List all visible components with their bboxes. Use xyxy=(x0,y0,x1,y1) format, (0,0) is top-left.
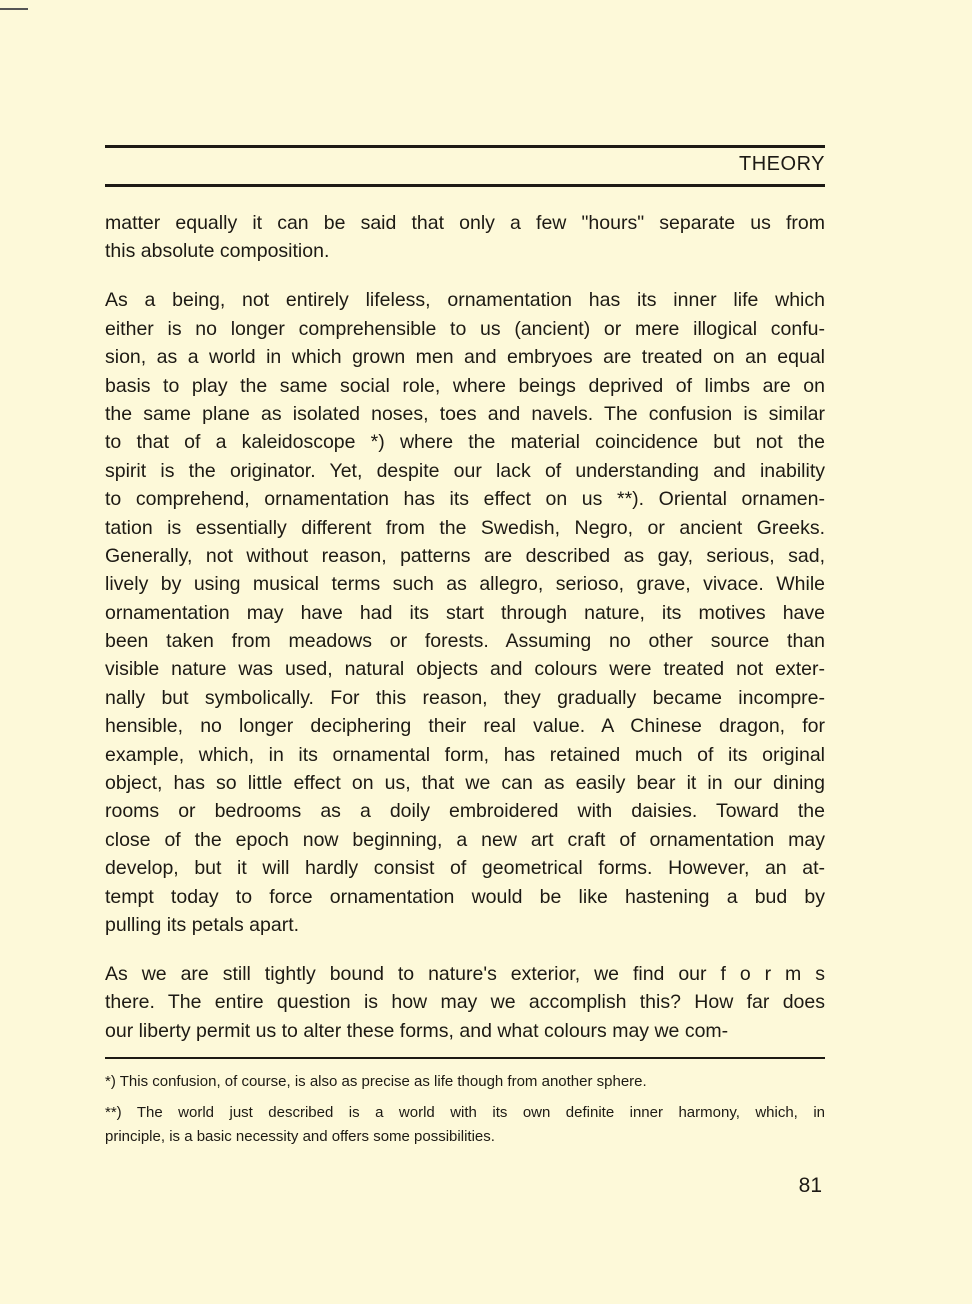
text-line: basis to play the same social role, where beings deprived of limbs are on xyxy=(105,374,825,397)
footnote xyxy=(105,1101,825,1149)
text-line: lively by using musical terms such as allegro, serioso, grave, vivace. While xyxy=(105,573,825,596)
text-line: object, has so little effect on us, that we can as easily bear it in our dining xyxy=(105,772,825,795)
text-line: been taken from meadows or forests. Assuming no other source than xyxy=(105,630,825,653)
body-text xyxy=(105,209,825,1066)
text-line: nally but symbolically. For this reason, they gradually became incompre- xyxy=(105,686,825,709)
text-line: either is no longer comprehensible to us (ancient) or mere illogical confu- xyxy=(105,317,825,340)
text-line: As we are still tightly bound to nature's exterior, we find our f o r m s xyxy=(105,962,825,985)
text-line: develop, but it will hardly consist of geometrical forms. However, an at- xyxy=(105,857,825,880)
footnotes xyxy=(105,1070,825,1156)
text-line: the same plane as isolated noses, toes and navels. The confusion is similar xyxy=(105,402,825,425)
footnote xyxy=(105,1070,825,1094)
text-line: As a being, not entirely lifeless, ornamentation has its inner life which xyxy=(105,289,825,312)
text-line: tation is essentially different from the Swedish, Negro, or ancient Greeks. xyxy=(105,516,825,539)
text-line: example, which, in its ornamental form, has retained much of its original xyxy=(105,743,825,766)
text-line: Generally, not without reason, patterns are described as gay, serious, sad, xyxy=(105,544,825,567)
text-line: principle, is a basic necessity and offers some possibilities. xyxy=(105,1128,495,1145)
text-line: to comprehend, ornamentation has its effect on us **). Oriental ornamen- xyxy=(105,488,825,511)
text-line: hensible, no longer deciphering their real value. A Chinese dragon, for xyxy=(105,715,825,738)
paragraph xyxy=(105,960,825,1045)
text-line: our liberty permit us to alter these forms, and what colours may we com- xyxy=(105,1019,729,1042)
text-line: **) The world just described is a world with its own definite inner harmony, which, in xyxy=(105,1104,825,1121)
paragraph xyxy=(105,286,825,939)
text-line: this absolute composition. xyxy=(105,240,330,263)
text-line: matter equally it can be said that only a few "hours" separate us from xyxy=(105,212,825,234)
page-number: 81 xyxy=(798,1174,822,1197)
text-line: to that of a kaleidoscope *) where the material coincidence but not the xyxy=(105,431,825,454)
scan-edge-mark xyxy=(0,8,28,10)
running-header: THEORY xyxy=(739,153,825,175)
header-top-rule xyxy=(105,145,825,148)
header-bottom-rule xyxy=(105,184,825,187)
text-line: pulling its petals apart. xyxy=(105,913,300,936)
text-line: tempt today to force ornamentation would be like hastening a bud by xyxy=(105,885,825,908)
text-line: visible nature was used, natural objects and colours were treated not exter- xyxy=(105,658,825,681)
text-line: rooms or bedrooms as a doily embroidered with daisies. Toward the xyxy=(105,800,825,823)
footnote-rule xyxy=(105,1057,825,1059)
paragraph xyxy=(105,209,825,266)
text-line: sion, as a world in which grown men and embryoes are treated on an equal xyxy=(105,346,825,369)
text-line: ornamentation may have had its start through nature, its motives have xyxy=(105,601,825,624)
text-line: close of the epoch now beginning, a new art craft of ornamentation may xyxy=(105,828,825,851)
text-line: there. The entire question is how may we accomplish this? How far does xyxy=(105,991,825,1014)
text-line: spirit is the originator. Yet, despite our lack of understanding and inability xyxy=(105,459,825,482)
text-line: *) This confusion, of course, is also as precise as life though from another sphere. xyxy=(105,1073,647,1090)
